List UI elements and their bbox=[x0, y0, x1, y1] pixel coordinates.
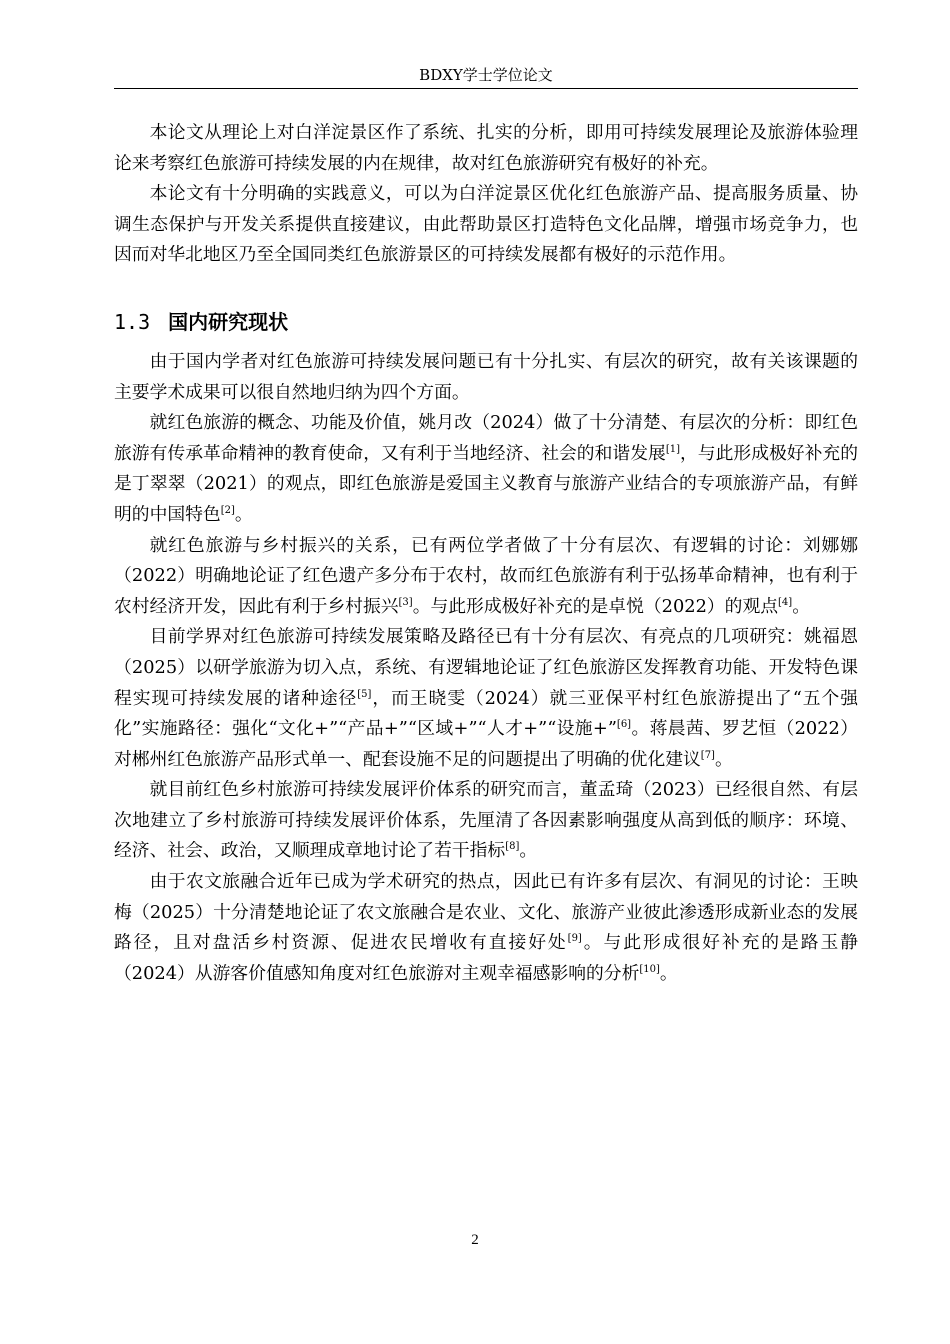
paragraph-text: 。 bbox=[234, 503, 253, 525]
page-number: 2 bbox=[471, 1232, 479, 1248]
paragraph-text: 。与此形成极好补充的是卓悦（2022）的观点 bbox=[412, 595, 779, 617]
paragraph-text: ，而王晓雯（2024）就三亚保平村红色旅游提出了“五个强化”实施路径：强化“文化+”“产品+”“区域+”“人才+”“设施+” bbox=[114, 687, 858, 740]
citation-mark: [4] bbox=[778, 596, 793, 608]
paragraph-text: 。 bbox=[714, 748, 733, 770]
paragraph-text: 由于农文旅融合近年已成为学术研究的热点，因此已有许多有层次、有洞见的讨论：王映梅（2025）十分清楚地论证了农文旅融合是农业、文化、旅游产业彼此渗透形成新业态的发展路径，且对盘活乡村资源、促进农民增收有直接好处 bbox=[114, 871, 858, 954]
paragraph-text: 目前学界对红色旅游可持续发展策略及路径已有十分有层次、有亮点的几项研究：姚福恩（2025）以研学旅游为切入点，系统、有逻辑地论证了红色旅游区发挥教育功能、开发特色课程实现可持续发展的诸种途径 bbox=[114, 626, 858, 709]
body-paragraph bbox=[114, 408, 858, 530]
citation-mark: [7] bbox=[700, 749, 715, 761]
citation-mark: [9] bbox=[567, 933, 582, 945]
paragraph-text: 就目前红色乡村旅游可持续发展评价体系的研究而言，董孟琦（2023）已经很自然、有层次地建立了乡村旅游可持续发展评价体系，先厘清了各因素影响强度从高到低的顺序：环境、经济、社会、政治，又顺理成章地讨论了若干指标 bbox=[114, 779, 858, 862]
citation-mark: [2] bbox=[220, 504, 235, 516]
section-paragraphs bbox=[114, 347, 858, 989]
paragraph-text: 。与此形成很好补充的是路玉静（2024）从游客价值感知角度对红色旅游对主观幸福感影响的分析 bbox=[114, 932, 858, 984]
body-paragraph bbox=[114, 622, 858, 775]
paragraph-text: 。 bbox=[659, 962, 678, 984]
page-body bbox=[114, 118, 858, 989]
section-number: 1.3 bbox=[114, 309, 151, 334]
citation-mark: [6] bbox=[616, 719, 632, 731]
paragraph-text: 。蒋晨茜、罗艺恒（2022）对郴州红色旅游产品形式单一、配套设施不足的问题提出了明确的优化建议 bbox=[114, 718, 858, 770]
paragraph-text: 就红色旅游与乡村振兴的关系，已有两位学者做了十分有层次、有逻辑的讨论：刘娜娜（2022）明确地论证了红色遗产多分布于农村，故而红色旅游有利于弘扬革命精神，也有利于农村经济开发，因此有利于乡村振兴 bbox=[114, 534, 858, 617]
body-paragraph bbox=[114, 867, 858, 989]
paragraph-text: 。 bbox=[792, 595, 810, 617]
citation-mark: [3] bbox=[398, 596, 413, 608]
section-heading bbox=[114, 307, 858, 337]
body-paragraph bbox=[114, 347, 858, 408]
paragraph-text: 。 bbox=[519, 840, 538, 862]
intro-paragraph-2: 本论文有十分明确的实践意义，可以为白洋淀景区优化红色旅游产品、提高服务质量、协调生态保护与开发关系提供直接建议，由此帮助景区打造特色文化品牌，增强市场竞争力，也因而对华北地区乃至全国同类红色旅游景区的可持续发展都有极好的示范作用。 bbox=[114, 183, 858, 266]
paragraph-text: 由于国内学者对红色旅游可持续发展问题已有十分扎实、有层次的研究，故有关该课题的主要学术成果可以很自然地归纳为四个方面。 bbox=[114, 350, 858, 403]
paragraph-text: 就红色旅游的概念、功能及价值，姚月改（2024）做了十分清楚、有层次的分析：即红色旅游有传承革命精神的教育使命，又有利于当地经济、社会的和谐发展 bbox=[114, 412, 858, 464]
intro-paragraph-1: 本论文从理论上对白洋淀景区作了系统、扎实的分析，即用可持续发展理论及旅游体验理论来考察红色旅游可持续发展的内在规律，故对红色旅游研究有极好的补充。 bbox=[114, 122, 858, 174]
citation-mark: [5] bbox=[357, 688, 372, 700]
header-rule bbox=[114, 88, 858, 89]
body-paragraph bbox=[114, 531, 858, 623]
paragraph-text: ，与此形成极好补充的是丁翠翠（2021）的观点，即红色旅游是爱国主义教育与旅游产业结合的专项旅游产品，有鲜明的中国特色 bbox=[114, 442, 858, 525]
running-header: BDXY学士学位论文 bbox=[419, 66, 553, 84]
citation-mark: [10] bbox=[639, 963, 660, 975]
body-paragraph bbox=[114, 775, 858, 867]
citation-mark: [8] bbox=[505, 841, 520, 853]
section-title: 国内研究现状 bbox=[168, 309, 289, 334]
citation-mark: [1] bbox=[665, 443, 680, 455]
